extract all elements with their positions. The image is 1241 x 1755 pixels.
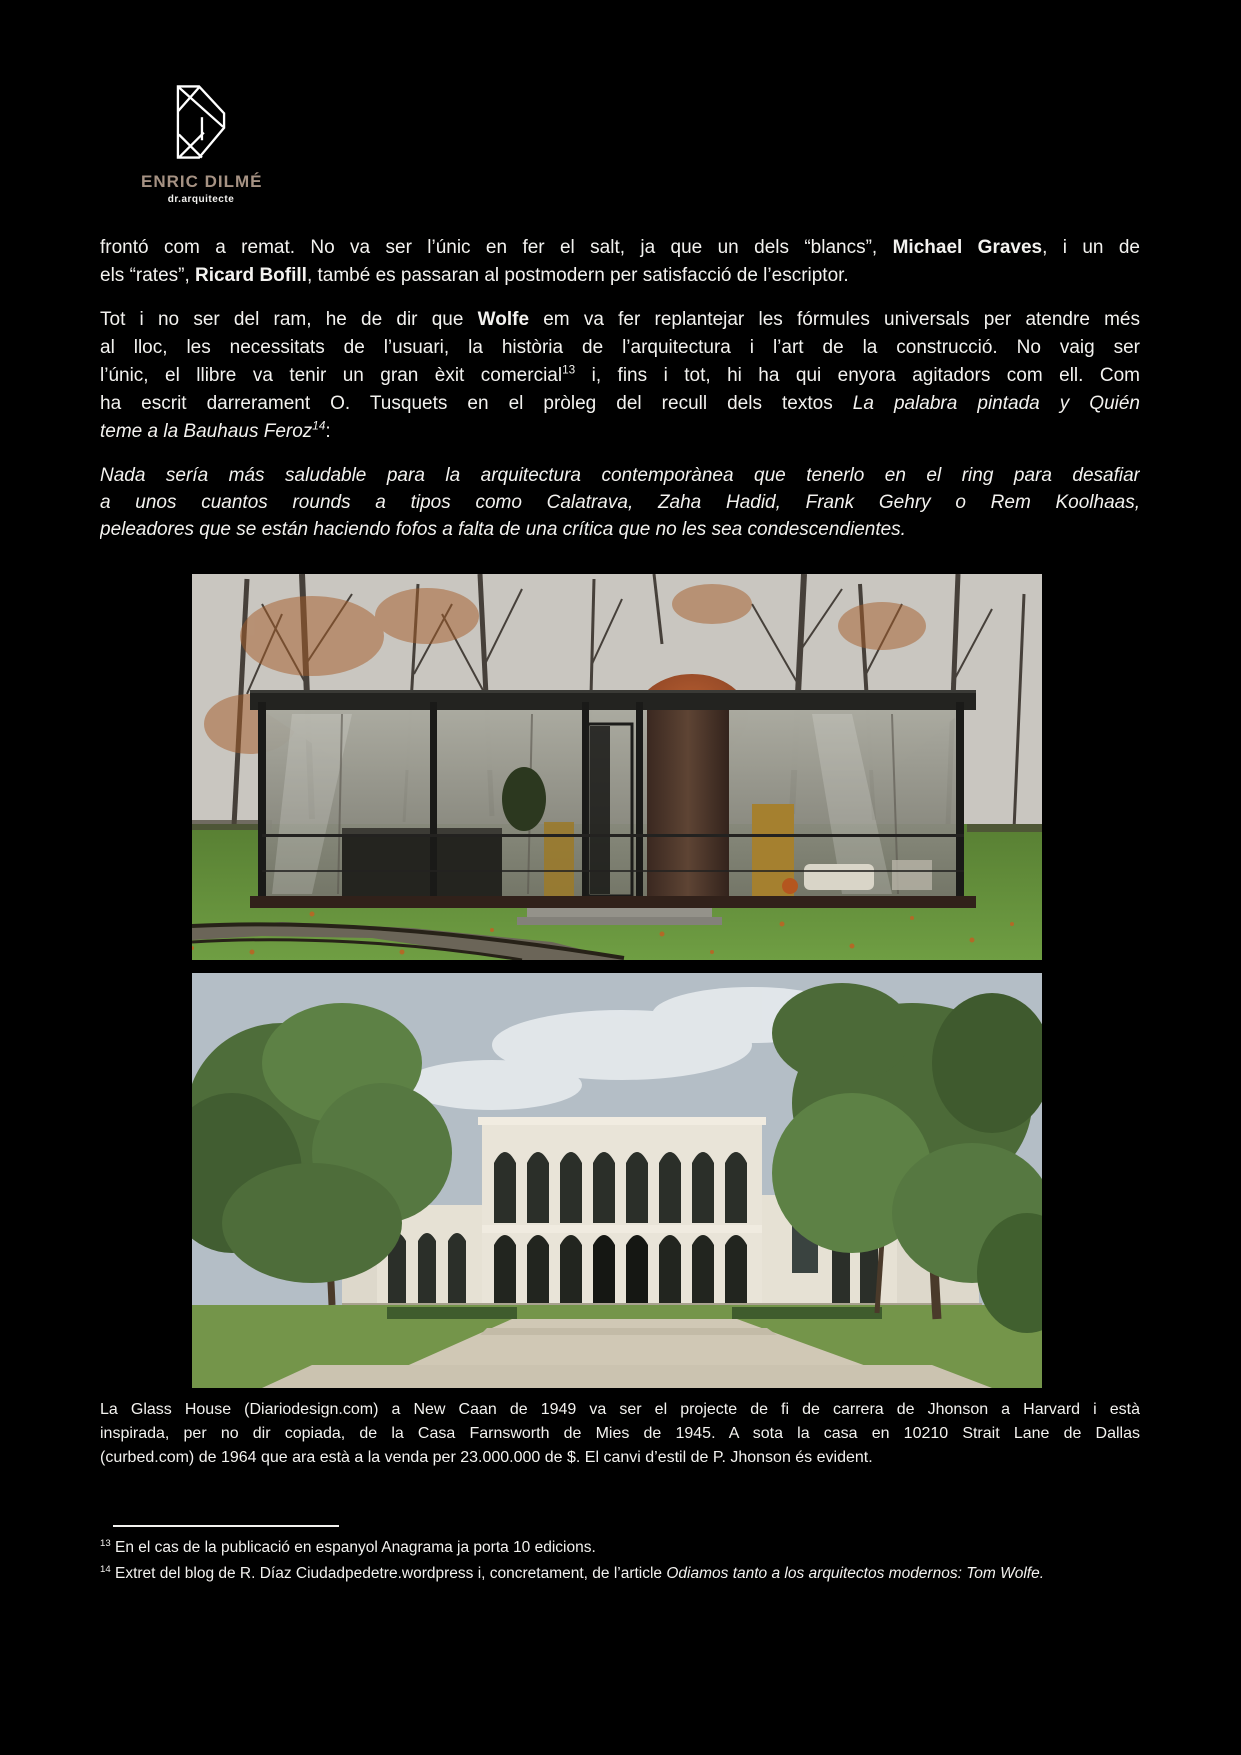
- text-line: [100, 516, 1140, 543]
- text-run: al lloc, les necessitats de l’usuari, la història de l’arquitectura i l’art de la construcció. No vaig ser: [100, 337, 1140, 358]
- text-line: [100, 362, 1140, 390]
- text-line: [100, 462, 1140, 489]
- text-run: l’únic, el llibre va tenir un gran èxit comercial: [100, 365, 563, 386]
- text-run: Nada sería más saludable para la arquitectura contemporànea que tenerlo en el ring para desafiar: [100, 465, 1140, 486]
- text-run: La Glass House (Diariodesign.com) a New Caan de 1949 va ser el projecte de fi de carrera de Jhonson a Harvard i està: [100, 1401, 1140, 1418]
- text-run: Extret del blog de R. Díaz Ciudadpedetre.wordpress i, concretament, de l’article: [110, 1565, 667, 1582]
- text-run: em va fer replantejar les fórmules universals per atendre més: [529, 309, 1140, 330]
- text-line: [100, 306, 1140, 334]
- text-run: peleadores que se están haciendo fofos a falta de una crítica que no les sea condescendientes.: [100, 519, 906, 540]
- quote-paragraph: [100, 462, 1140, 543]
- text-run: Ricard Bofill: [195, 265, 307, 286]
- text-run: Odiamos tanto a los arquitectos modernos: Tom Wolfe.: [666, 1565, 1045, 1582]
- paragraph-1: [100, 234, 1140, 290]
- text-run: i, fins i tot, hi ha qui enyora agitadors com ell. Com: [575, 365, 1140, 386]
- text-line: [100, 1446, 1140, 1470]
- text-run: ha escrit darrerament O. Tusquets en el pròleg del recull dels textos: [100, 393, 853, 414]
- colonnade-house-photo: [192, 973, 1042, 1388]
- text-run: , també es passaran al postmodern per satisfacció de l’escriptor.: [306, 265, 849, 286]
- text-line: [100, 1422, 1140, 1446]
- text-line: [100, 418, 1140, 446]
- text-run: inspirada, per no dir copiada, de la Casa Farnsworth de Mies de 1945. A sota la casa en 10210 Strait Lane de Dallas: [100, 1425, 1140, 1442]
- brand-subtitle: dr.arquitecte: [167, 194, 235, 205]
- paragraph-2: [100, 306, 1140, 446]
- text-run: 14: [312, 419, 326, 433]
- text-line: [100, 334, 1140, 362]
- brand-name: ENRIC DILMÉ: [141, 172, 263, 191]
- text-line: [100, 489, 1140, 516]
- photo-caption: [100, 1398, 1140, 1470]
- text-run: a unos cuantos rounds a tipos como Calatrava, Zaha Hadid, Frank Gehry o Rem Koolhaas,: [100, 492, 1140, 513]
- text-line: [100, 390, 1140, 418]
- text-run: :: [325, 421, 331, 442]
- text-run: Tot i no ser del ram, he de dir que: [100, 309, 478, 330]
- text-line: [100, 1398, 1140, 1422]
- text-run: frontó com a remat. No va ser l’únic en fer el salt, ja que un dels “blancs”,: [100, 237, 893, 258]
- text-run: teme a la Bauhaus Feroz: [100, 421, 313, 442]
- brand-block: [141, 84, 261, 205]
- text-run: La palabra pintada y Quién: [852, 393, 1140, 414]
- footnote-separator: [113, 1525, 339, 1527]
- text-run: En el cas de la publicació en espanyol Anagrama ja porta 10 edicions.: [110, 1539, 596, 1556]
- glass-house-photo: [192, 574, 1042, 960]
- text-run: Wolfe: [477, 309, 530, 330]
- footnote-13: [100, 1535, 1140, 1561]
- text-run: (curbed.com) de 1964 que ara està a la venda per 23.000.000 de $. El canvi d’estil de P. Jhonson és evident.: [100, 1449, 873, 1466]
- brand-logo-icon: [176, 84, 226, 160]
- text-run: , i un de: [1042, 237, 1140, 258]
- footnote-14: [100, 1561, 1140, 1587]
- text-run: 13: [100, 1537, 111, 1549]
- text-run: els “rates”,: [100, 265, 196, 286]
- text-run: 14: [100, 1563, 111, 1575]
- text-run: Michael Graves: [892, 237, 1043, 258]
- text-run: 13: [562, 363, 576, 377]
- text-line: [100, 262, 1140, 290]
- text-line: [100, 234, 1140, 262]
